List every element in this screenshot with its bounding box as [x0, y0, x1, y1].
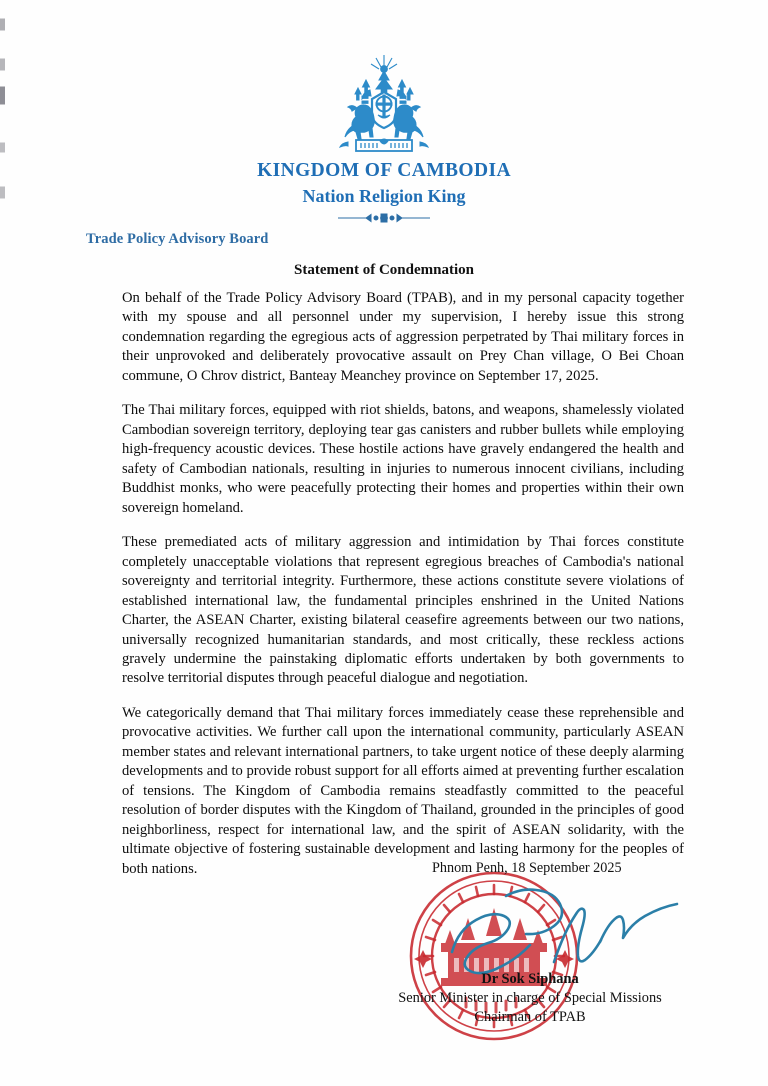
kingdom-title: KINGDOM OF CAMBODIA [257, 160, 511, 181]
paragraph: On behalf of the Trade Policy Advisory Board (TPAB), and in my personal capacity together with my spouse and all personnel under my supervision, I hereby issue this strong condemnation regarding the egregious acts of aggression perpetrated by Thai military forces in their unprovoked and deliberately provocative assault on Prey Chan village, O Bei Choan commune, O Chrov district, Banteay Meanchey province on September 17, 2025. [122, 290, 684, 384]
signatory-name: Dr Sok Siphana [481, 971, 579, 987]
board-name-heading: Trade Policy Advisory Board [86, 231, 269, 247]
signatory-role-secondary: Chairman of TPAB [474, 1009, 586, 1026]
ornamental-divider-icon [336, 210, 432, 226]
signatory-details [330, 970, 730, 1027]
document-body [122, 289, 684, 879]
divider-container [0, 210, 768, 226]
signatory-role-primary: Senior Minister in charge of Special Missions [398, 990, 662, 1007]
paragraph: The Thai military forces, equipped with riot shields, batons, and weapons, shamelessly violated Cambodian sovereign territory, deploying tear gas canisters and rubber bullets while employing high-frequency acoustic devices. These hostile actions have gravely endangered the health and safety of Cambodian nationals, resulting in injuries to numerous innocent civilians, including Buddhist monks, who were peacefully protecting their homes and properties within their own sovereign homeland. [122, 402, 684, 516]
page-title: Statement of Condemnation [294, 262, 474, 278]
cambodia-royal-coat-of-arms-icon [328, 52, 440, 160]
document-header [0, 52, 768, 160]
signature-block [330, 852, 730, 1042]
paragraph: These premediated acts of military aggression and intimidation by Thai forces constitute completely unacceptable violations that represent egregious breaches of Cambodia's national sovereignty and territorial integrity. Furthermore, these actions constitute severe violations of established international law, the fundamental principles enshrined in the United Nations Charter, the ASEAN Charter, existing bilateral ceasefire agreements between our two nations, universally recognized humanitarian standards, and most critically, these reckless actions gravely undermine the painstaking diplomatic efforts undertaken by both governments to resolve territorial disputes through peaceful dialogue and negotiation. [122, 534, 684, 687]
place-and-date: Phnom Penh, 18 September 2025 [432, 860, 622, 876]
paragraph: We categorically demand that Thai military forces immediately cease these reprehensible and provocative activities. We further call upon the international community, particularly ASEAN member states and relevant international partners, to take urgent notice of these deeply alarming developments and to provide robust support for all efforts aimed at preventing further escalation of tensions. The Kingdom of Cambodia remains steadfastly committed to the peaceful resolution of border disputes with the Kingdom of Thailand, grounded in the principles of good neighborliness, respect for international law, and the spirit of ASEAN solidarity, with the ultimate objective of fostering sustainable development and lasting harmony for the peoples of both nations. [122, 704, 684, 877]
nation-motto: Nation Religion King [302, 186, 466, 206]
